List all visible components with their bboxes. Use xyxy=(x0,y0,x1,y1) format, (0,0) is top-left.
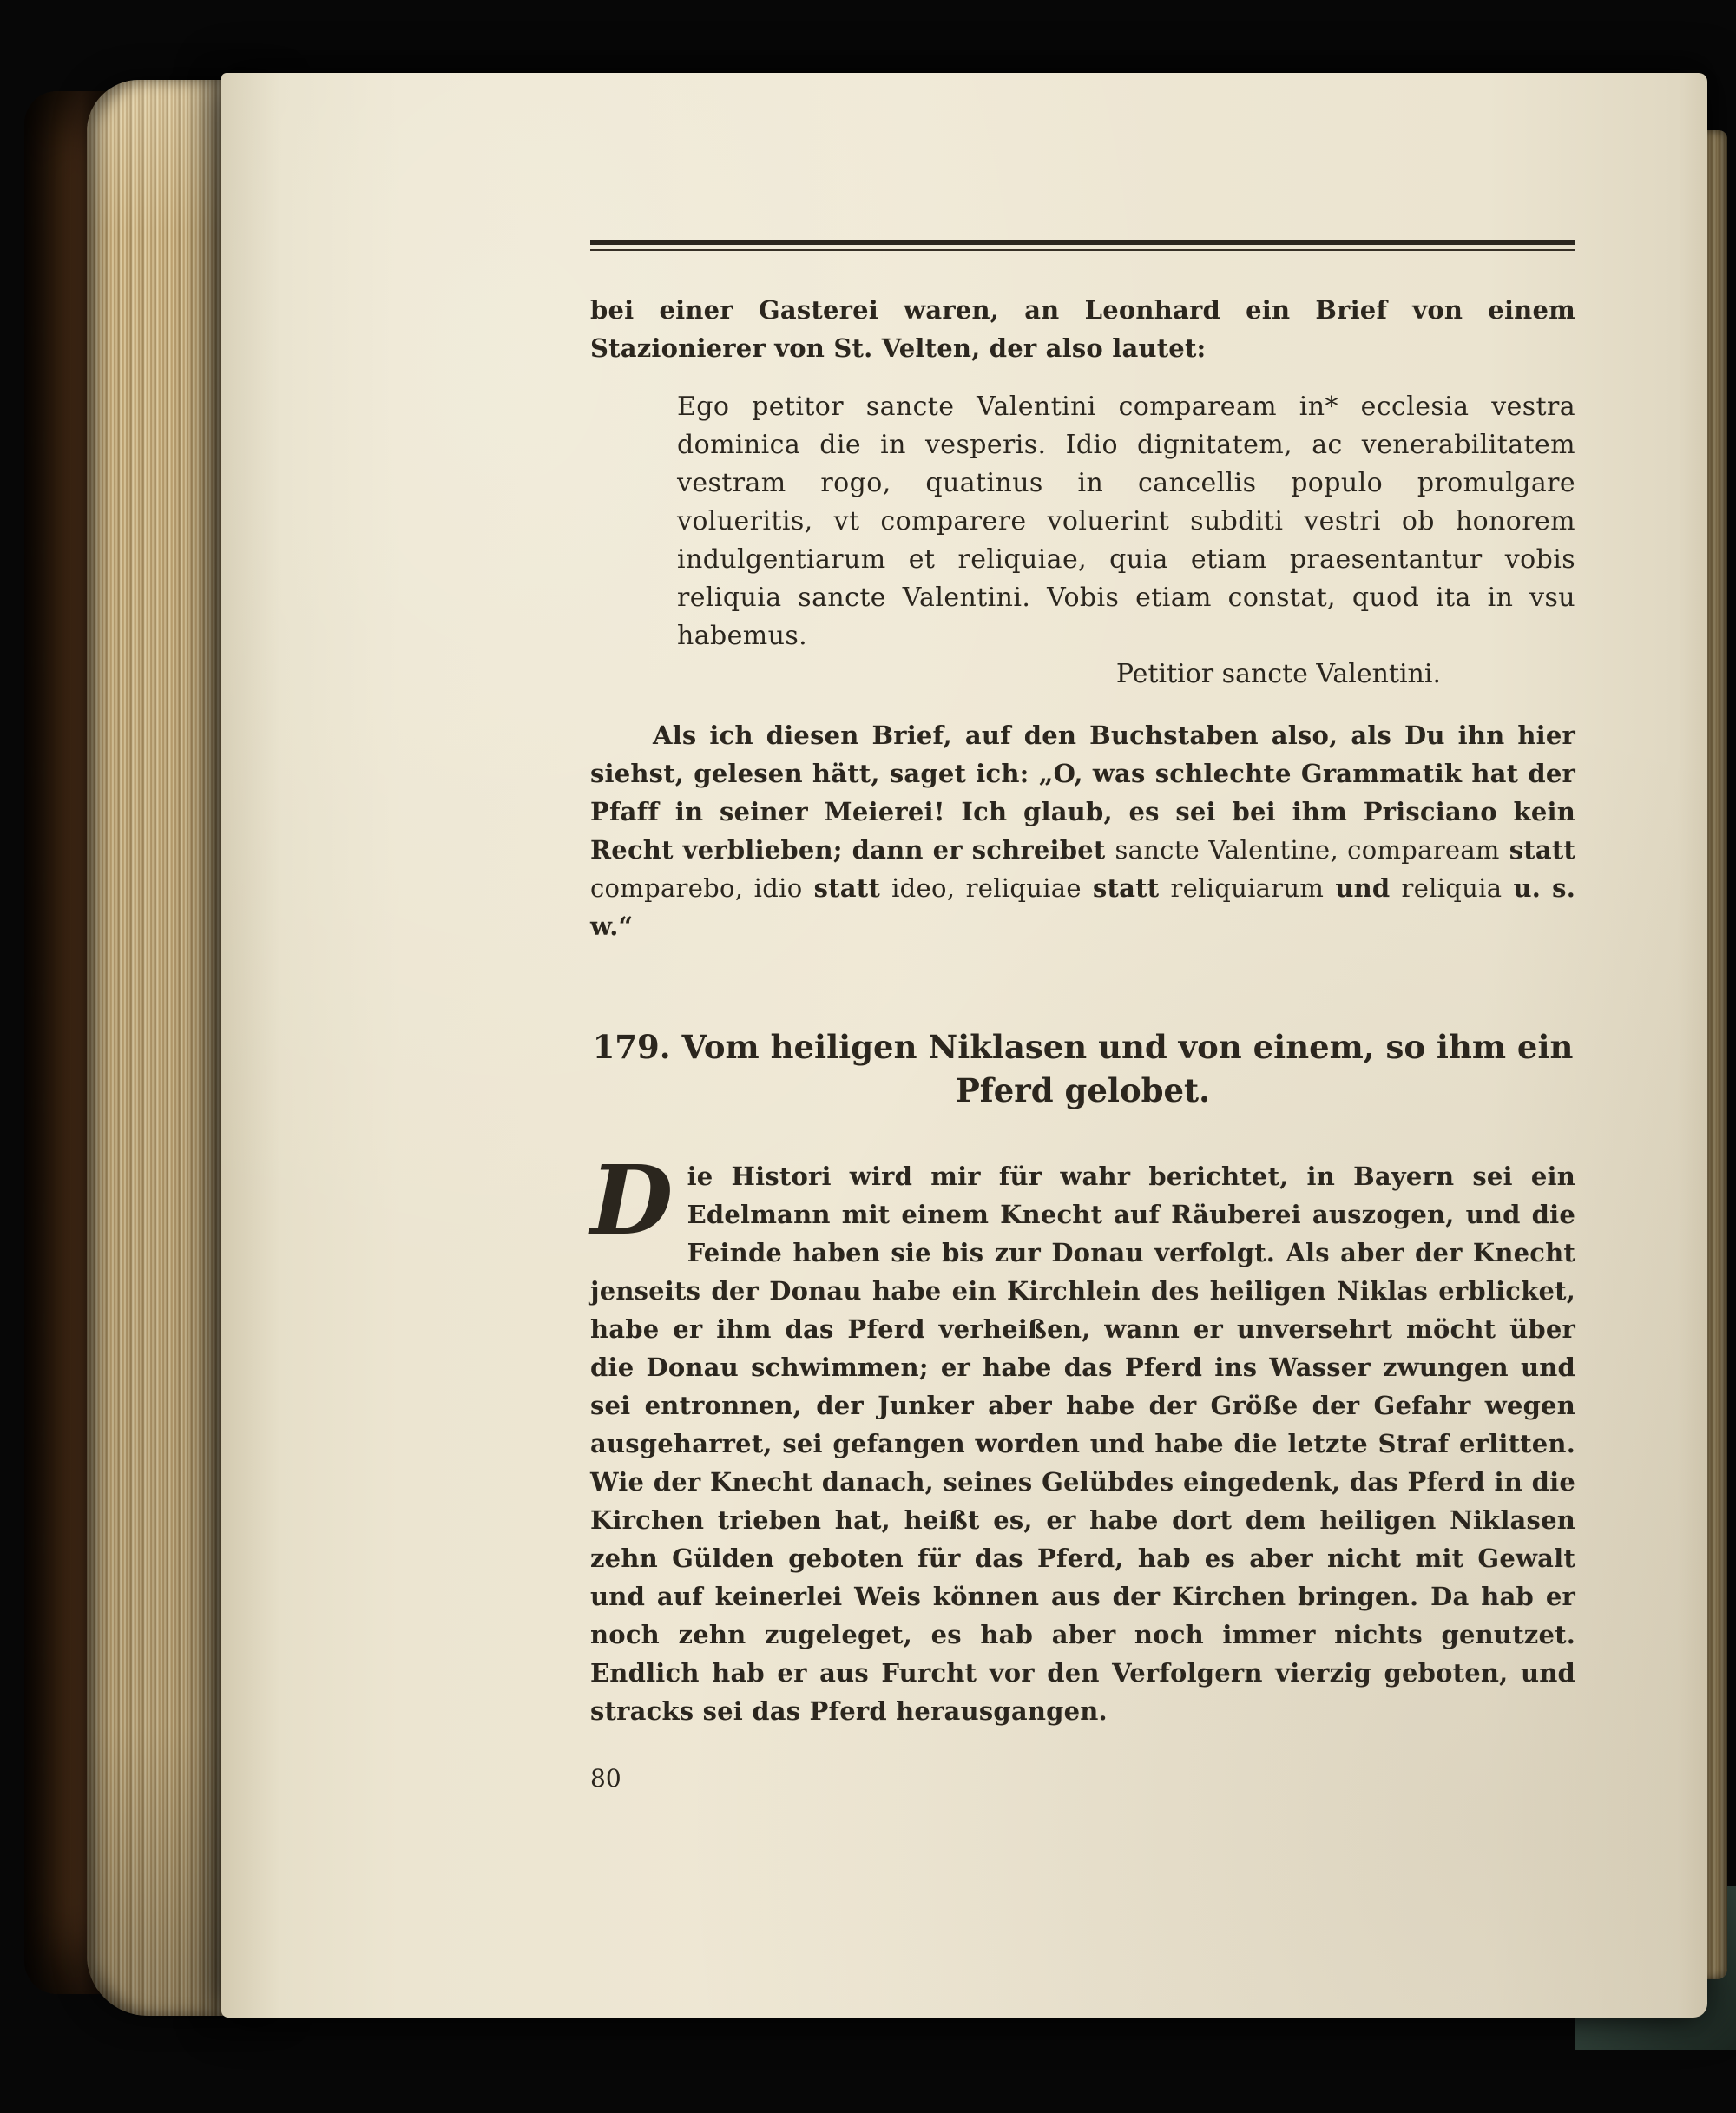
page-number: 80 xyxy=(590,1764,621,1793)
text-segment-roman: reliquiarum xyxy=(1170,873,1325,903)
intro-paragraph: bei einer Gasterei waren, an Leonhard ein Brief von einem Stazionierer von St. Velten, der also lautet: xyxy=(590,295,1575,363)
text-segment-roman: sancte Valentine, compaream xyxy=(1115,835,1500,865)
latin-letter-body: Ego petitor sancte Valentini compaream in* ecclesia vestra dominica die in vesperis. Idio dignitatem, ac venerabilitatem vestram rogo, quatinus in cancellis populo promulgare volueritis, vt comparere voluerint subditi vestri ob honorem indulgentiarum et reliquiae, quia etiam praesentantur vobis reliquia sancte Valentini. Vobis etiam constat, quod ita in vsu habemus. xyxy=(677,392,1575,651)
story-text: ie Histori wird mir für wahr berichtet, in Bayern sei ein Edelmann mit einem Knecht auf Räuberei auszogen, und die Feinde haben sie bis zur Donau verfolgt. Als aber der Knecht jenseits der Donau habe ein Kirchlein des heiligen Niklas erblicket, habe er ihm das Pferd verheißen, wann er unversehrt möcht über die Donau schwimmen; er habe das Pferd ins Wasser zwungen und sei entronnen, der Junker aber habe der Größe der Gefahr wegen ausgeharret, sei gefangen worden und habe die letzte Straf erlitten. Wie der Knecht danach, seines Gelübdes eingedenk, das Pferd in die Kirchen trieben hat, heißt es, er habe dort dem heiligen Niklasen zehn Gülden geboten für das Pferd, hab es aber nicht mit Gewalt und auf keinerlei Weis können aus der Kirchen bringen. Da hab er noch zehn zugeleget, es hab aber noch immer nichts genutzet. Endlich hab er aus Furcht vor den Verfolgern vierzig geboten, und stracks sei das Pferd herausgangen. xyxy=(590,1162,1575,1726)
text-block xyxy=(590,240,1575,1798)
latin-letter-signature: Petitior sancte Valentini. xyxy=(1115,659,1441,689)
book-page xyxy=(221,73,1707,2018)
text-segment-roman: ideo, reliquiae xyxy=(891,873,1082,903)
drop-cap-initial: D xyxy=(590,1144,674,1256)
text-segment-fraktur: statt xyxy=(1081,873,1171,903)
text-segment-fraktur: Als ich diesen Brief, auf den Buchstaben also, als Du ihn hier siehst, gelesen hätt, saget ich: „O, was schlechte Grammatik hat der Pfaff in seiner Meierei! Ich glaub, es sei bei ihm Prisciano kein Recht verblieben; dann er schreibet xyxy=(590,721,1575,865)
text-segment-fraktur: statt xyxy=(802,873,892,903)
text-segment-roman: reliquia xyxy=(1401,873,1503,903)
commentary-paragraph xyxy=(590,716,1575,945)
header-double-rule xyxy=(590,240,1575,251)
text-segment-roman: comparebo, idio xyxy=(590,873,803,903)
text-segment-fraktur: und xyxy=(1324,873,1402,903)
text-segment-fraktur: statt xyxy=(1499,835,1576,865)
text-segment-fraktur: u. s. w.“ xyxy=(590,873,1575,941)
chapter-heading: 179. Vom heiligen Niklasen und von einem, so ihm ein Pferd gelobet. xyxy=(592,1028,1574,1109)
story-paragraph xyxy=(590,1144,1575,1730)
